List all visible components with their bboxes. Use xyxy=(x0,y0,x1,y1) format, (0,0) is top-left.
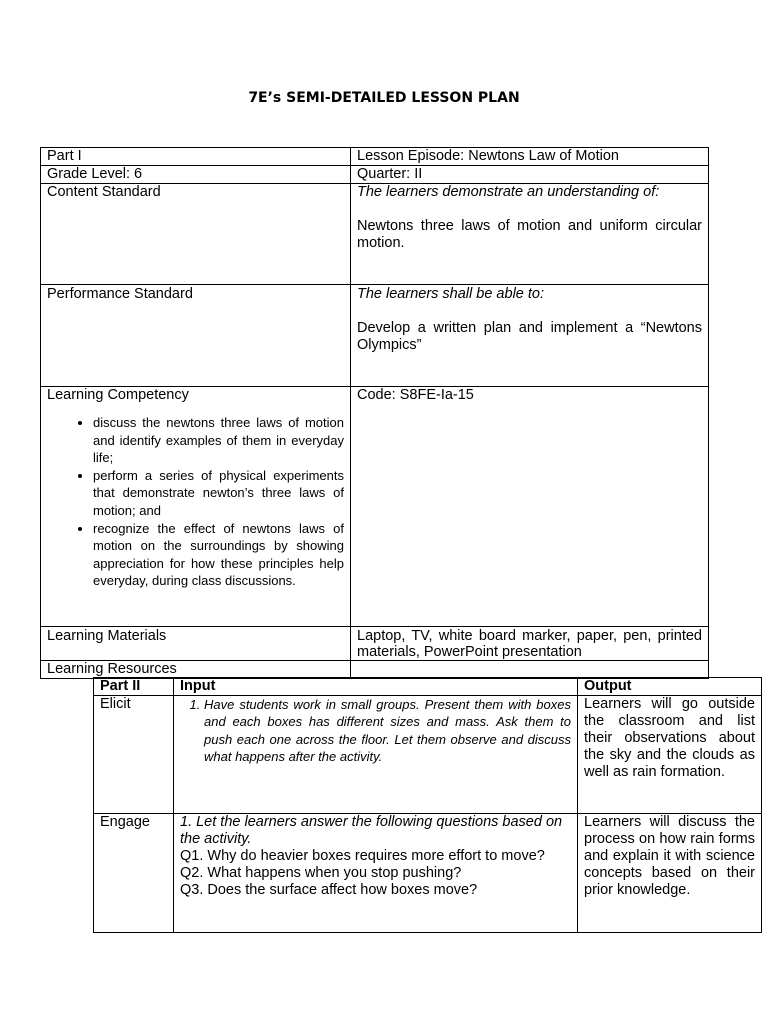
resources-value xyxy=(351,661,709,679)
performance-standard-text: Develop a written plan and implement a “Newtons Olympics” xyxy=(357,320,702,353)
content-standard-label: Content Standard xyxy=(41,184,351,285)
table-row xyxy=(41,184,709,285)
content-standard-cell xyxy=(351,184,709,285)
table-row xyxy=(41,387,709,627)
table-row xyxy=(41,627,709,661)
engage-output: Learners will discuss the process on how rain forms and explain it with science concepts based on their prior knowledge. xyxy=(578,814,762,933)
table-row xyxy=(41,148,709,166)
list-item: • recognize the effect of newtons laws of motion on the surroundings by showing appreciation for how these principles help everyday, during class discussions. xyxy=(93,520,344,590)
content-standard-intro: The learners demonstrate an understanding of: xyxy=(357,184,660,200)
performance-standard-cell xyxy=(351,285,709,387)
grade-level: Grade Level: 6 xyxy=(41,166,351,184)
engage-question: Q3. Does the surface affect how boxes move? xyxy=(180,882,478,898)
competency-list xyxy=(47,414,344,590)
page-title: 7E’s SEMI-DETAILED LESSON PLAN xyxy=(248,90,520,106)
materials-text: Laptop, TV, white board marker, paper, pen, printed materials, PowerPoint presentation xyxy=(351,627,709,661)
elicit-input-cell xyxy=(174,696,578,814)
competency-code: Code: S8FE-Ia-15 xyxy=(351,387,709,627)
competency-cell xyxy=(41,387,351,627)
table-row xyxy=(94,814,762,933)
engage-input-cell xyxy=(174,814,578,933)
elicit-label: Elicit xyxy=(94,696,174,814)
part1-table xyxy=(40,147,709,679)
elicit-output: Learners will go outside the classroom and list their observations about the sky and the clouds as well as rain formation. xyxy=(578,696,762,814)
table-row xyxy=(41,285,709,387)
list-item: • discuss the newtons three laws of motion and identify examples of them in everyday life; xyxy=(93,414,344,467)
part2-table xyxy=(93,677,762,933)
performance-standard-label: Performance Standard xyxy=(41,285,351,387)
engage-question: Q1. Why do heavier boxes requires more effort to move? xyxy=(180,848,545,864)
engage-label: Engage xyxy=(94,814,174,933)
part2-header: Part II xyxy=(94,678,174,696)
input-header: Input xyxy=(174,678,578,696)
quarter: Quarter: II xyxy=(351,166,709,184)
performance-standard-intro: The learners shall be able to: xyxy=(357,286,544,302)
materials-label: Learning Materials xyxy=(41,627,351,661)
table-row xyxy=(94,678,762,696)
lesson-episode: Lesson Episode: Newtons Law of Motion xyxy=(351,148,709,166)
part1-label: Part I xyxy=(41,148,351,166)
table-row xyxy=(94,696,762,814)
output-header: Output xyxy=(578,678,762,696)
list-item: • perform a series of physical experiments that demonstrate newton’s three laws of motion; and xyxy=(93,467,344,520)
competency-label: Learning Competency xyxy=(47,387,189,403)
elicit-input-list xyxy=(180,696,571,765)
engage-question: Q2. What happens when you stop pushing? xyxy=(180,865,462,881)
table-row xyxy=(41,661,709,679)
engage-intro: 1. Let the learners answer the following questions based on the activity. xyxy=(180,814,563,847)
list-item: 1. Have students work in small groups. Present them with boxes and each boxes has different sizes and mass. Ask them to push each one across the floor. Let them observe and discuss what happens after the activity. xyxy=(204,696,571,765)
content-standard-text: Newtons three laws of motion and uniform circular motion. xyxy=(357,218,702,251)
resources-label: Learning Resources xyxy=(41,661,351,679)
table-row xyxy=(41,166,709,184)
